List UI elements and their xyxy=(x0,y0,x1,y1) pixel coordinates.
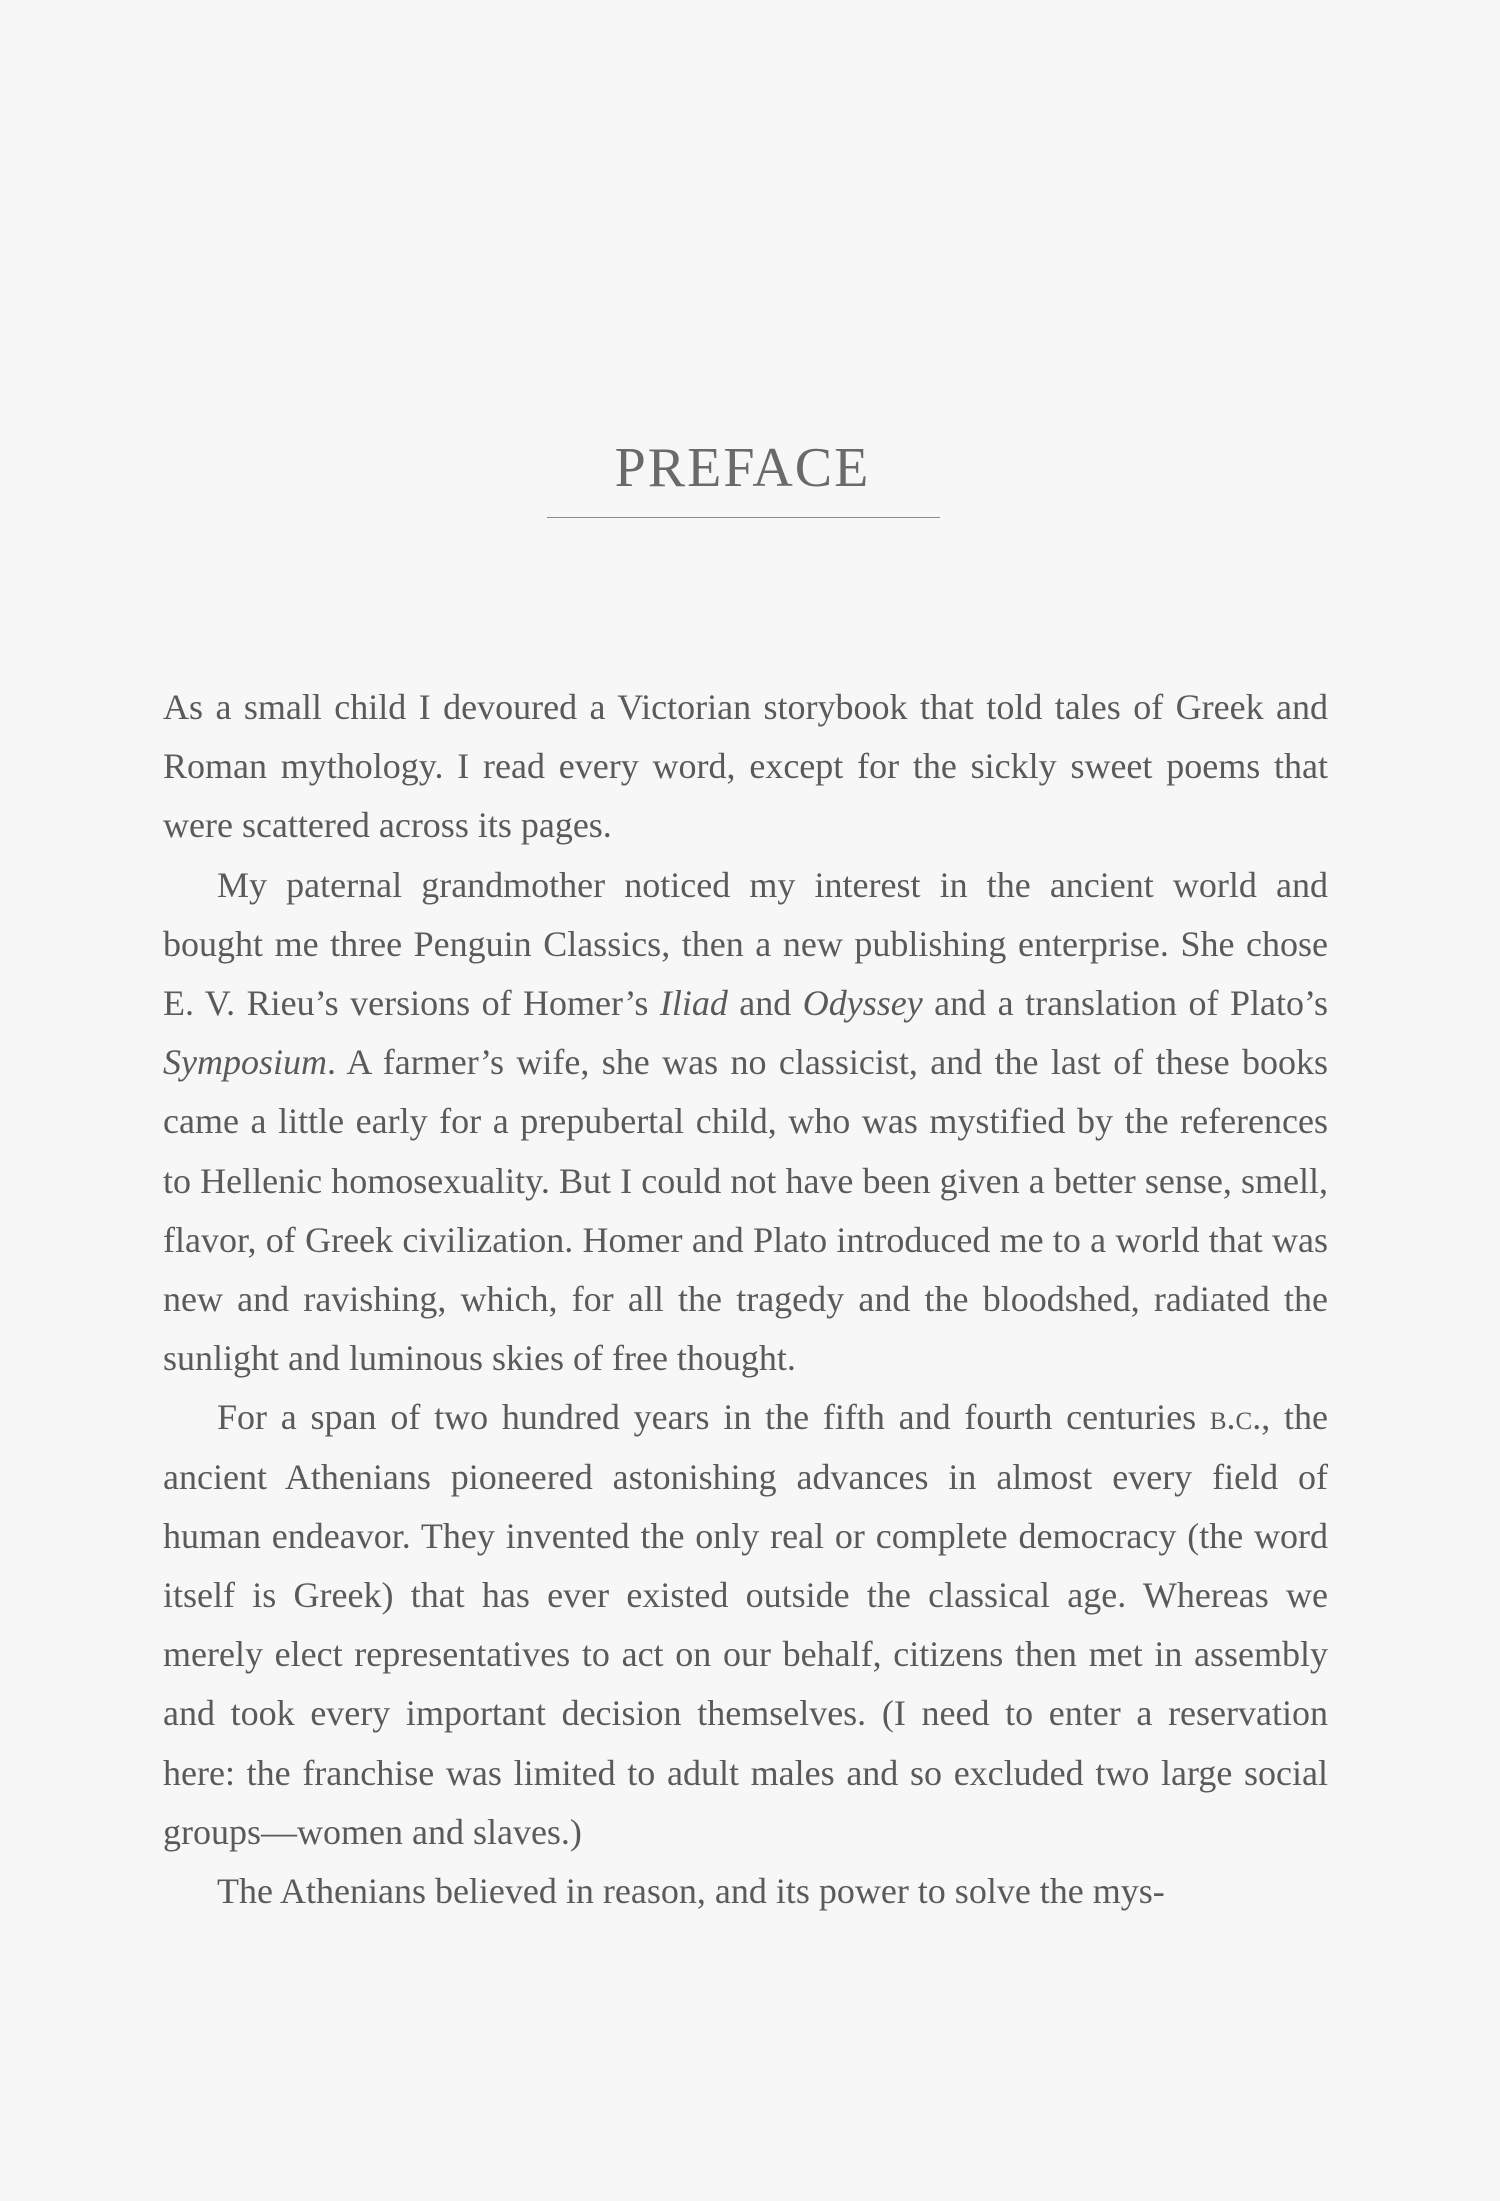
paragraph-2-text-3: and a translation of Plato’s xyxy=(922,983,1328,1024)
odyssey-title: Odyssey xyxy=(802,983,923,1024)
symposium-title: Symposium xyxy=(163,1042,327,1083)
chapter-heading: PREFACE xyxy=(614,437,871,499)
era-abbreviation: b.c. xyxy=(1209,1397,1262,1438)
paragraph-2-text-1: My paternal grandmother noticed my interest in the ancient world and bought me three Penguin Classics, then a new publishing enterprise. She chose E. V. Rieu’s versions of Homer’s xyxy=(163,864,1328,1024)
paragraph-2 xyxy=(163,856,1328,1389)
body-text xyxy=(163,678,1328,1921)
iliad-title: Iliad xyxy=(659,983,728,1024)
paragraph-3-text-2: , the ancient Athenians pioneered astonishing advances in almost every field of human endeavor. They invented the only real or complete democracy (the word itself is Greek) that has ever existed outside the classical age. Whereas we merely elect representatives to act on our behalf, citizens then met in assembly and took every important decision themselves. (I need to enter a reservation here: the franchise was limited to adult males and so excluded two large social groups—women and slaves.) xyxy=(163,1397,1328,1852)
paragraph-3-text-1: For a span of two hundred years in the fifth and fourth centuries xyxy=(217,1397,1210,1438)
paragraph-2-text-4: . A farmer’s wife, she was no classicist, and the last of these books came a little early for a prepubertal child, who was mystified by the references to Hellenic homosexuality. But I could not have been given a better sense, smell, flavor, of Greek civilization. Homer and Plato introduced me to a world that was new and ravishing, which, for all the tragedy and the bloodshed, radiated the sunlight and luminous skies of free thought. xyxy=(163,1042,1328,1379)
paragraph-2-text-2: and xyxy=(727,983,803,1024)
paragraph-1: As a small child I devoured a Victorian storybook that told tales of Greek and Roman mythology. I read every word, except for the sickly sweet poems that were scattered across its pages. xyxy=(163,687,1328,846)
paragraph-3 xyxy=(163,1388,1328,1862)
paragraph-4: The Athenians believed in reason, and its power to solve the mys- xyxy=(217,1871,1165,1912)
heading-rule xyxy=(547,517,940,518)
